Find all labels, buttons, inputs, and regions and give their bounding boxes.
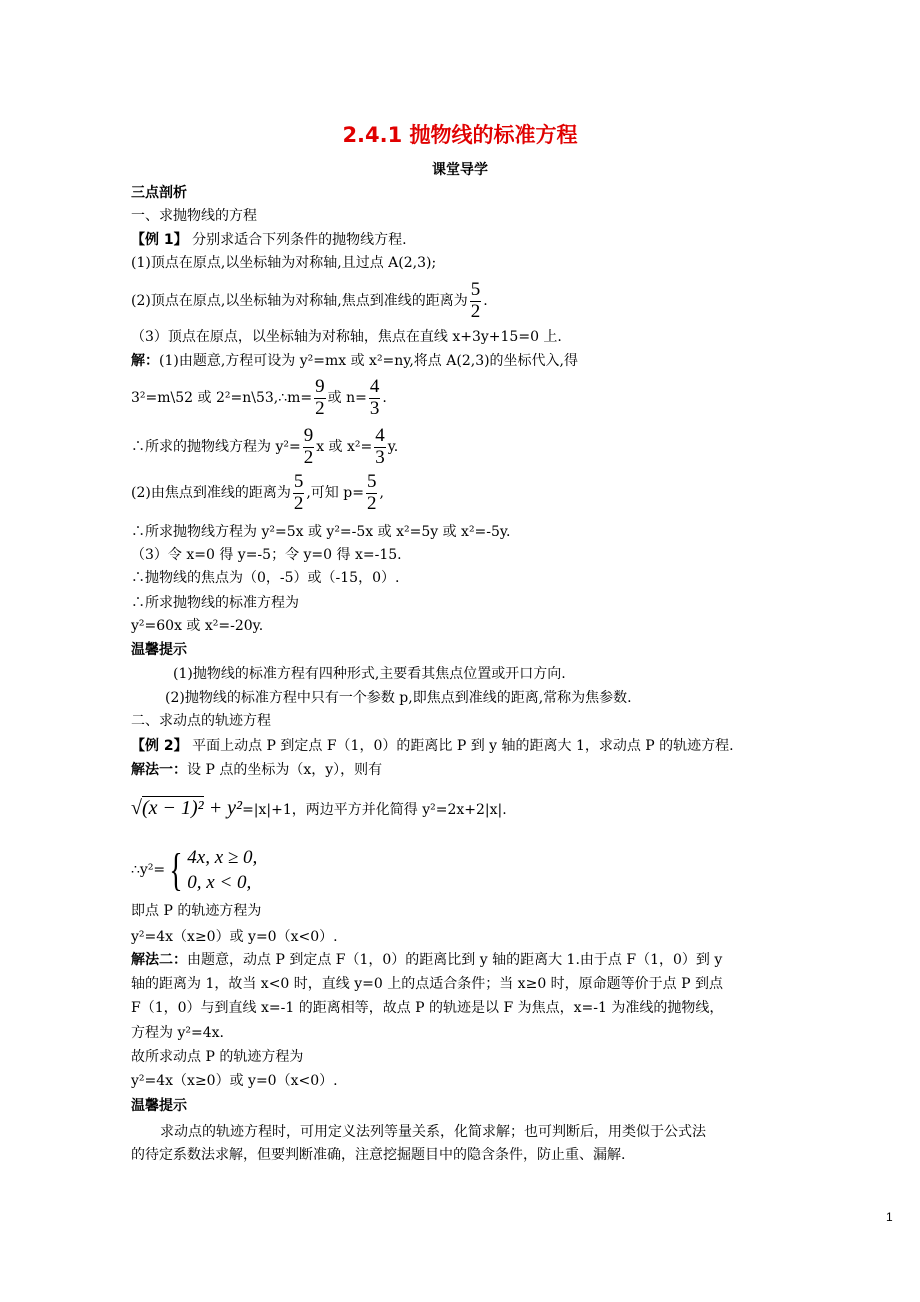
page-number: 1	[886, 1210, 893, 1224]
text-line: （3）顶点在原点，以坐标轴为对称轴，焦点在直线 x+3y+15=0 上.	[131, 329, 562, 345]
text-line: (1)顶点在原点,以坐标轴为对称轴,且过点 A(2,3);	[131, 255, 437, 271]
term: + y²	[203, 797, 243, 819]
piecewise-line	[131, 845, 257, 895]
text: 设 P 点的坐标为（x，y），则有	[187, 762, 383, 778]
section-subtitle: 课堂导学	[432, 162, 488, 178]
case: 0, x < 0,	[187, 872, 252, 893]
text: ,	[379, 485, 384, 501]
text: =|x|+1，两边平方并化简得 y²=2x+2|x|.	[242, 802, 507, 818]
text: 或 n=	[327, 390, 367, 406]
example-label: 【例 1】	[131, 232, 188, 248]
text: 平面上动点 P 到定点 F（1，0）的距离比 P 到 y 轴的距离大 1，求动点 P 的轨迹方程.	[187, 738, 734, 754]
example-2	[131, 736, 734, 756]
tip-heading: 温馨提示	[131, 642, 187, 658]
text-line: 故所求动点 P 的轨迹方程为	[131, 1049, 304, 1065]
numerator: 9	[303, 425, 314, 446]
text: .	[382, 390, 387, 406]
text: 分别求适合下列条件的抛物线方程.	[187, 232, 407, 248]
text-line: y²=4x（x≥0）或 y=0（x<0）.	[131, 1073, 338, 1089]
example-1	[131, 230, 407, 250]
fraction	[374, 426, 386, 468]
text-line: y²=4x（x≥0）或 y=0（x<0）.	[131, 929, 338, 945]
text-line: ∴所求抛物线方程为 y²=5x 或 y²=-5x 或 x²=5y 或 x²=-5y.	[131, 524, 511, 540]
case: 4x, x ≥ 0,	[187, 847, 258, 868]
heading: 三点剖析	[131, 185, 187, 201]
text-line: F（1，0）与到直线 x=-1 的距离相等，故点 P 的轨迹是以 F 为焦点，x=-1 为准线的抛物线，	[131, 1000, 724, 1016]
numerator: 4	[375, 425, 385, 446]
section-heading: 一、求抛物线的方程	[131, 208, 257, 224]
denominator: 2	[315, 398, 325, 419]
text: 3²=m\52 或 2²=n\53,∴m=	[131, 390, 313, 406]
text: x 或 x²=	[316, 439, 373, 455]
text-line	[131, 377, 387, 419]
text-line: y²=60x 或 x²=-20y.	[131, 618, 264, 634]
solution-line	[131, 760, 382, 780]
text: .	[483, 293, 488, 309]
denominator: 2	[470, 301, 481, 322]
denominator: 3	[369, 398, 380, 419]
text-line: 轴的距离为 1，故当 x<0 时，直线 y=0 上的点适合条件；当 x≥0 时，原命题等价于点 P 到点	[131, 976, 723, 992]
text-line	[131, 426, 398, 468]
radicand: (x − 1)²	[141, 797, 204, 819]
denominator: 2	[303, 447, 314, 468]
text-line: 方程为 y²=4x.	[131, 1025, 224, 1041]
fraction	[366, 472, 378, 514]
text: (1)由题意,方程可设为 y²=mx 或 x²=ny,将点 A(2,3)的坐标代入,得	[159, 353, 579, 369]
text-line: ∴抛物线的焦点为（0，-5）或（-15，0）.	[131, 570, 400, 586]
tip-line: (1)抛物线的标准方程有四种形式,主要看其焦点位置或开口方向.	[173, 666, 566, 682]
page-title: 2.4.1 抛物线的标准方程	[342, 123, 578, 147]
brace-icon: {	[169, 844, 183, 895]
numerator: 5	[366, 471, 377, 492]
numerator: 5	[470, 279, 481, 300]
text-line	[131, 280, 488, 322]
solution-line	[131, 351, 578, 371]
solution-label: 解法二：	[131, 952, 187, 968]
example-label: 【例 2】	[131, 738, 188, 754]
formula-line	[131, 798, 507, 820]
sqrt-expression: √(x − 1)² + y²	[131, 797, 243, 819]
solution-label: 解：	[131, 353, 159, 369]
fraction	[293, 472, 305, 514]
piecewise-cases	[165, 845, 257, 895]
text-line	[131, 472, 384, 514]
numerator: 9	[315, 376, 325, 397]
tip-line: 的待定系数法求解，但要判断准确，注意挖掘题目中的隐含条件，防止重、漏解.	[131, 1147, 626, 1163]
text: ∴所求的抛物线方程为 y²=	[131, 439, 301, 455]
section-heading: 二、求动点的轨迹方程	[131, 713, 271, 729]
fraction	[470, 280, 482, 322]
fraction	[303, 426, 315, 468]
text: ,可知 p=	[306, 485, 364, 501]
denominator: 2	[293, 493, 304, 514]
text: (2)由焦点到准线的距离为	[131, 485, 291, 501]
tip-heading: 温馨提示	[131, 1098, 187, 1114]
fraction	[369, 377, 381, 419]
denominator: 3	[375, 447, 385, 468]
text: (2)顶点在原点,以坐标轴为对称轴,焦点到准线的距离为	[131, 293, 468, 309]
numerator: 4	[369, 376, 380, 397]
text: ∴y²=	[131, 862, 166, 878]
solution-label: 解法一：	[131, 762, 187, 778]
numerator: 5	[293, 471, 304, 492]
tip-line: 求动点的轨迹方程时，可用定义法列等量关系，化简求解；也可判断后，用类似于公式法	[160, 1124, 706, 1140]
denominator: 2	[366, 493, 377, 514]
text-line: ∴所求抛物线的标准方程为	[131, 595, 299, 611]
text: y.	[387, 439, 399, 455]
solution-line	[131, 950, 722, 970]
text: 由题意，动点 P 到定点 F（1，0）的距离比到 y 轴的距离大 1.由于点 F（1，0）到 y	[187, 952, 723, 968]
fraction	[314, 377, 326, 419]
text-line: （3）令 x=0 得 y=-5；令 y=0 得 x=-15.	[131, 547, 402, 563]
tip-line: (2)抛物线的标准方程中只有一个参数 p,即焦点到准线的距离,常称为焦参数.	[165, 690, 632, 706]
text-line: 即点 P 的轨迹方程为	[131, 903, 262, 919]
